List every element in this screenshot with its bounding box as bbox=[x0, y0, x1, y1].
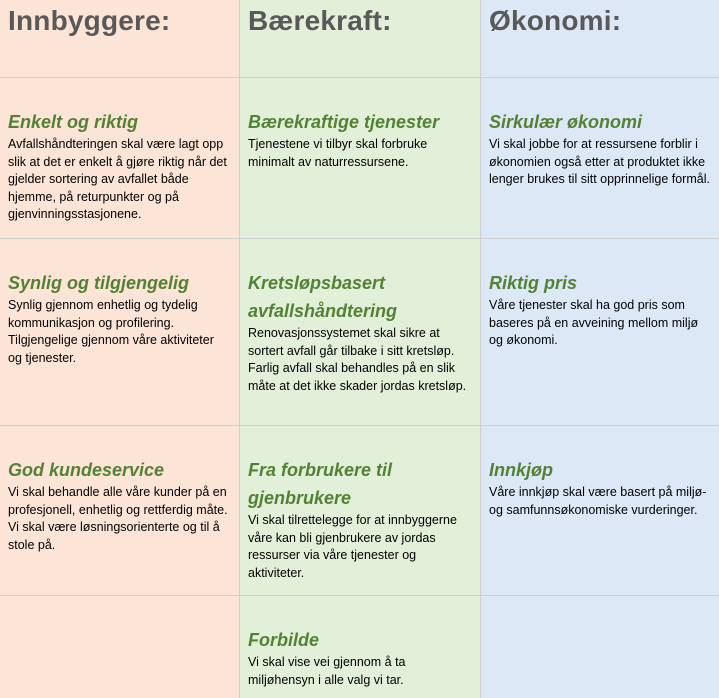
item-title: Forbilde bbox=[248, 630, 319, 650]
item-title bbox=[8, 596, 231, 626]
item-title: Fra forbrukere til gjenbrukere bbox=[248, 460, 393, 508]
table-cell-empty bbox=[0, 596, 240, 698]
table-cell bbox=[481, 239, 719, 426]
header-cell-baerekraft bbox=[240, 0, 481, 78]
item-title: Synlig og tilgjengelig bbox=[8, 273, 190, 293]
item-title: Kretsløpsbasert avfallshåndtering bbox=[248, 273, 398, 321]
table-cell bbox=[0, 78, 240, 239]
item-text: Vi skal vise vei gjennom å ta miljøhensyn i alle valg vi tar. bbox=[248, 655, 406, 687]
item-title: Innkjøp bbox=[489, 460, 553, 480]
table-cell bbox=[240, 426, 481, 596]
column-header-innbyggere: Innbyggere: bbox=[8, 5, 171, 36]
item-title bbox=[489, 596, 711, 626]
item-title: Enkelt og riktig bbox=[8, 112, 139, 132]
column-header-baerekraft: Bærekraft: bbox=[248, 5, 392, 36]
table-cell bbox=[0, 239, 240, 426]
column-header-okonomi: Økonomi: bbox=[489, 5, 622, 36]
item-text: Synlig gjennom enhetlig og tydelig kommunikasjon og profilering. Tilgjengelige gjennom våre aktiviteter og tjenester. bbox=[8, 298, 214, 365]
header-cell-innbyggere bbox=[0, 0, 240, 78]
item-text: Vi skal behandle alle våre kunder på en profesjonell, enhetlig og rettferdig måte. Vi skal være løsningsorienterte og til å stole på. bbox=[8, 485, 228, 552]
item-text: Tjenestene vi tilbyr skal forbruke minimalt av naturressursene. bbox=[248, 137, 428, 169]
table-cell bbox=[0, 426, 240, 596]
item-title: Riktig pris bbox=[489, 273, 578, 293]
item-title: God kundeservice bbox=[8, 460, 165, 480]
item-title: Sirkulær økonomi bbox=[489, 112, 643, 132]
table-cell bbox=[481, 78, 719, 239]
table-cell-empty bbox=[481, 596, 719, 698]
item-text: Våre tjenester skal ha god pris som baseres på en avveining mellom miljø og økonomi. bbox=[489, 298, 699, 347]
item-text: Vi skal jobbe for at ressursene forblir i økonomien også etter at produktet ikke lenger brukes til sitt opprinnelige formål. bbox=[489, 137, 710, 186]
header-cell-okonomi bbox=[481, 0, 719, 78]
item-text: Våre innkjøp skal være basert på miljø- og samfunnsøkonomiske vurderinger. bbox=[489, 485, 707, 517]
table-cell bbox=[481, 426, 719, 596]
item-text: Renovasjonssystemet skal sikre at sortert avfall går tilbake i sitt kretsløp. Farlig avfall skal behandles på en slik måte at det ikke skader jordas kretsløp. bbox=[248, 326, 467, 393]
table-cell bbox=[240, 596, 481, 698]
item-title: Bærekraftige tjenester bbox=[248, 112, 440, 132]
item-text: Avfallshåndteringen skal være lagt opp slik at det er enkelt å gjøre riktig når det gjelder sortering av avfallet både hjemme, på returpunkter og på gjenvinningsstasjonene. bbox=[8, 137, 227, 221]
table-cell bbox=[240, 78, 481, 239]
table-cell bbox=[240, 239, 481, 426]
item-text: Vi skal tilrettelegge for at innbyggerne våre kan bli gjenbrukere av jordas ressurser via våre tjenester og aktiviteter. bbox=[248, 513, 457, 580]
